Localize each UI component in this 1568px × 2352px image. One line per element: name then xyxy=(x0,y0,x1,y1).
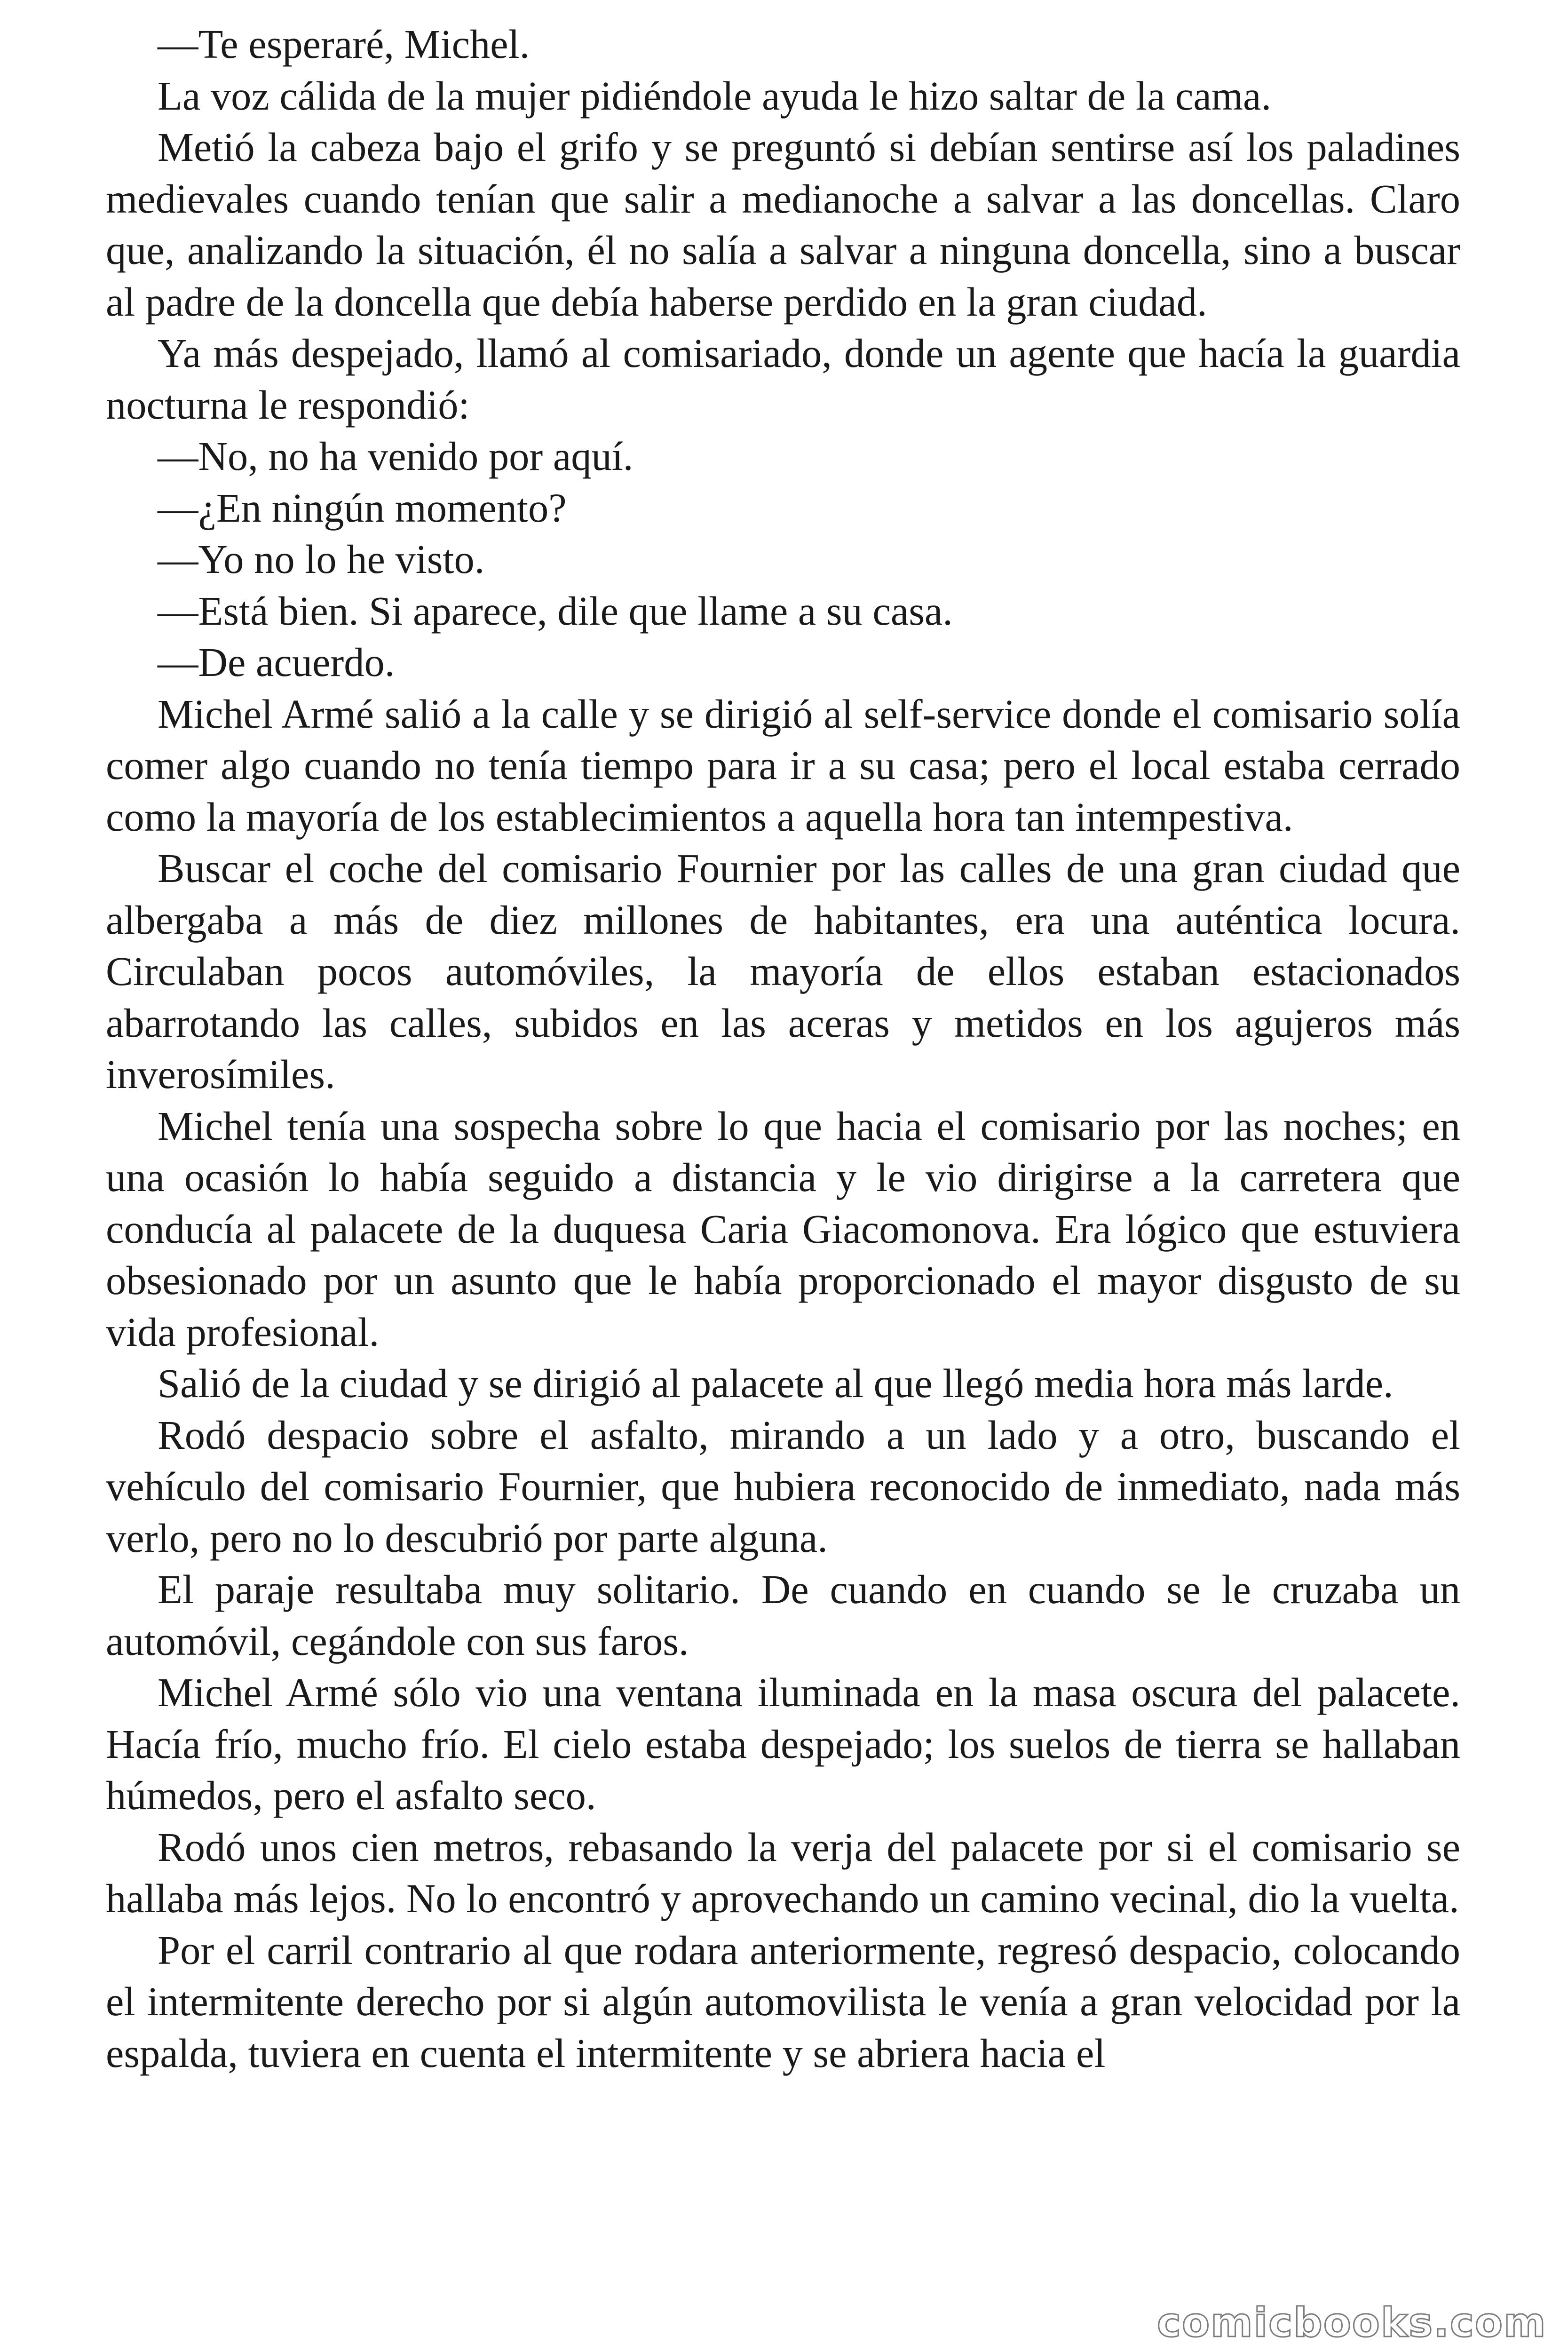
paragraph: —De acuerdo. xyxy=(158,640,395,685)
paragraph: Rodó despacio sobre el asfalto, mirando a un lado y a otro, buscando el vehículo del comisario Fournier, que hubiera reconocido de inmediato, nada más verlo, pero no lo descubrió por parte alguna. xyxy=(106,1412,1460,1561)
paragraph: Salió de la ciudad y se dirigió al palacete al que llegó media hora más larde. xyxy=(158,1361,1394,1406)
paragraph: Michel Armé sólo vio una ventana iluminada en la masa oscura del palacete. Hacía frío, mucho frío. El cielo estaba despejado; los suelos de tierra se hallaban húmedos, pero el asfalto seco. xyxy=(106,1670,1460,1818)
paragraph: —¿En ningún momento? xyxy=(158,485,567,531)
paragraph: Ya más despejado, llamó al comisariado, donde un agente que hacía la guardia nocturna le respondió: xyxy=(106,331,1460,428)
paragraph: Michel Armé salió a la calle y se dirigió al self-service donde el comisario solía comer algo cuando no tenía tiempo para ir a su casa; pero el local estaba cerrado como la mayoría de los establecimientos a aquella hora tan intempestiva. xyxy=(106,691,1460,840)
paragraph: Michel tenía una sospecha sobre lo que hacia el comisario por las noches; en una ocasión lo había seguido a distancia y le vio dirigirse a la carretera que conducía al palacete de la duquesa Caria Giacomonova. Era lógico que estuviera obsesionado por un asunto que le había proporcionado el mayor disgusto de su vida profesional. xyxy=(106,1103,1460,1355)
paragraph: —Te esperaré, Michel. xyxy=(158,22,530,67)
paragraph: Rodó unos cien metros, rebasando la verja del palacete por si el comisario se hallaba más lejos. No lo encontró y aprovechando un camino vecinal, dio la vuelta. xyxy=(106,1824,1460,1921)
paragraph: —Está bien. Si aparece, dile que llame a su casa. xyxy=(158,588,953,634)
paragraph: La voz cálida de la mujer pidiéndole ayuda le hizo saltar de la cama. xyxy=(158,73,1272,119)
watermark: comicbooks.com xyxy=(1157,2299,1547,2346)
paragraph: Metió la cabeza bajo el grifo y se preguntó si debían sentirse así los paladines medievales cuando tenían que salir a medianoche a salvar a las doncellas. Claro que, analizando la situación, él no salía a salvar a ninguna doncella, sino a buscar al padre de la doncella que debía haberse perdido en la gran ciudad. xyxy=(106,125,1460,325)
paragraph: Buscar el coche del comisario Fournier por las calles de una gran ciudad que albergaba a más de diez millones de habitantes, era una auténtica locura. Circulaban pocos automóviles, la mayoría de ellos estaban estacionados abarrotando las calles, subidos en las aceras y metidos en los agujeros más inverosímiles. xyxy=(106,846,1460,1097)
paragraph: Por el carril contrario al que rodara anteriormente, regresó despacio, colocando el intermitente derecho por si algún automovilista le venía a gran velocidad por la espalda, tuviera en cuenta el intermitente y se abriera hacia el xyxy=(106,1927,1460,2076)
page-text xyxy=(106,19,1460,2079)
paragraph: El paraje resultaba muy solitario. De cuando en cuando se le cruzaba un automóvil, cegándole con sus faros. xyxy=(106,1567,1460,1664)
paragraph: —No, no ha venido por aquí. xyxy=(158,434,634,479)
paragraph: —Yo no lo he visto. xyxy=(158,537,485,582)
